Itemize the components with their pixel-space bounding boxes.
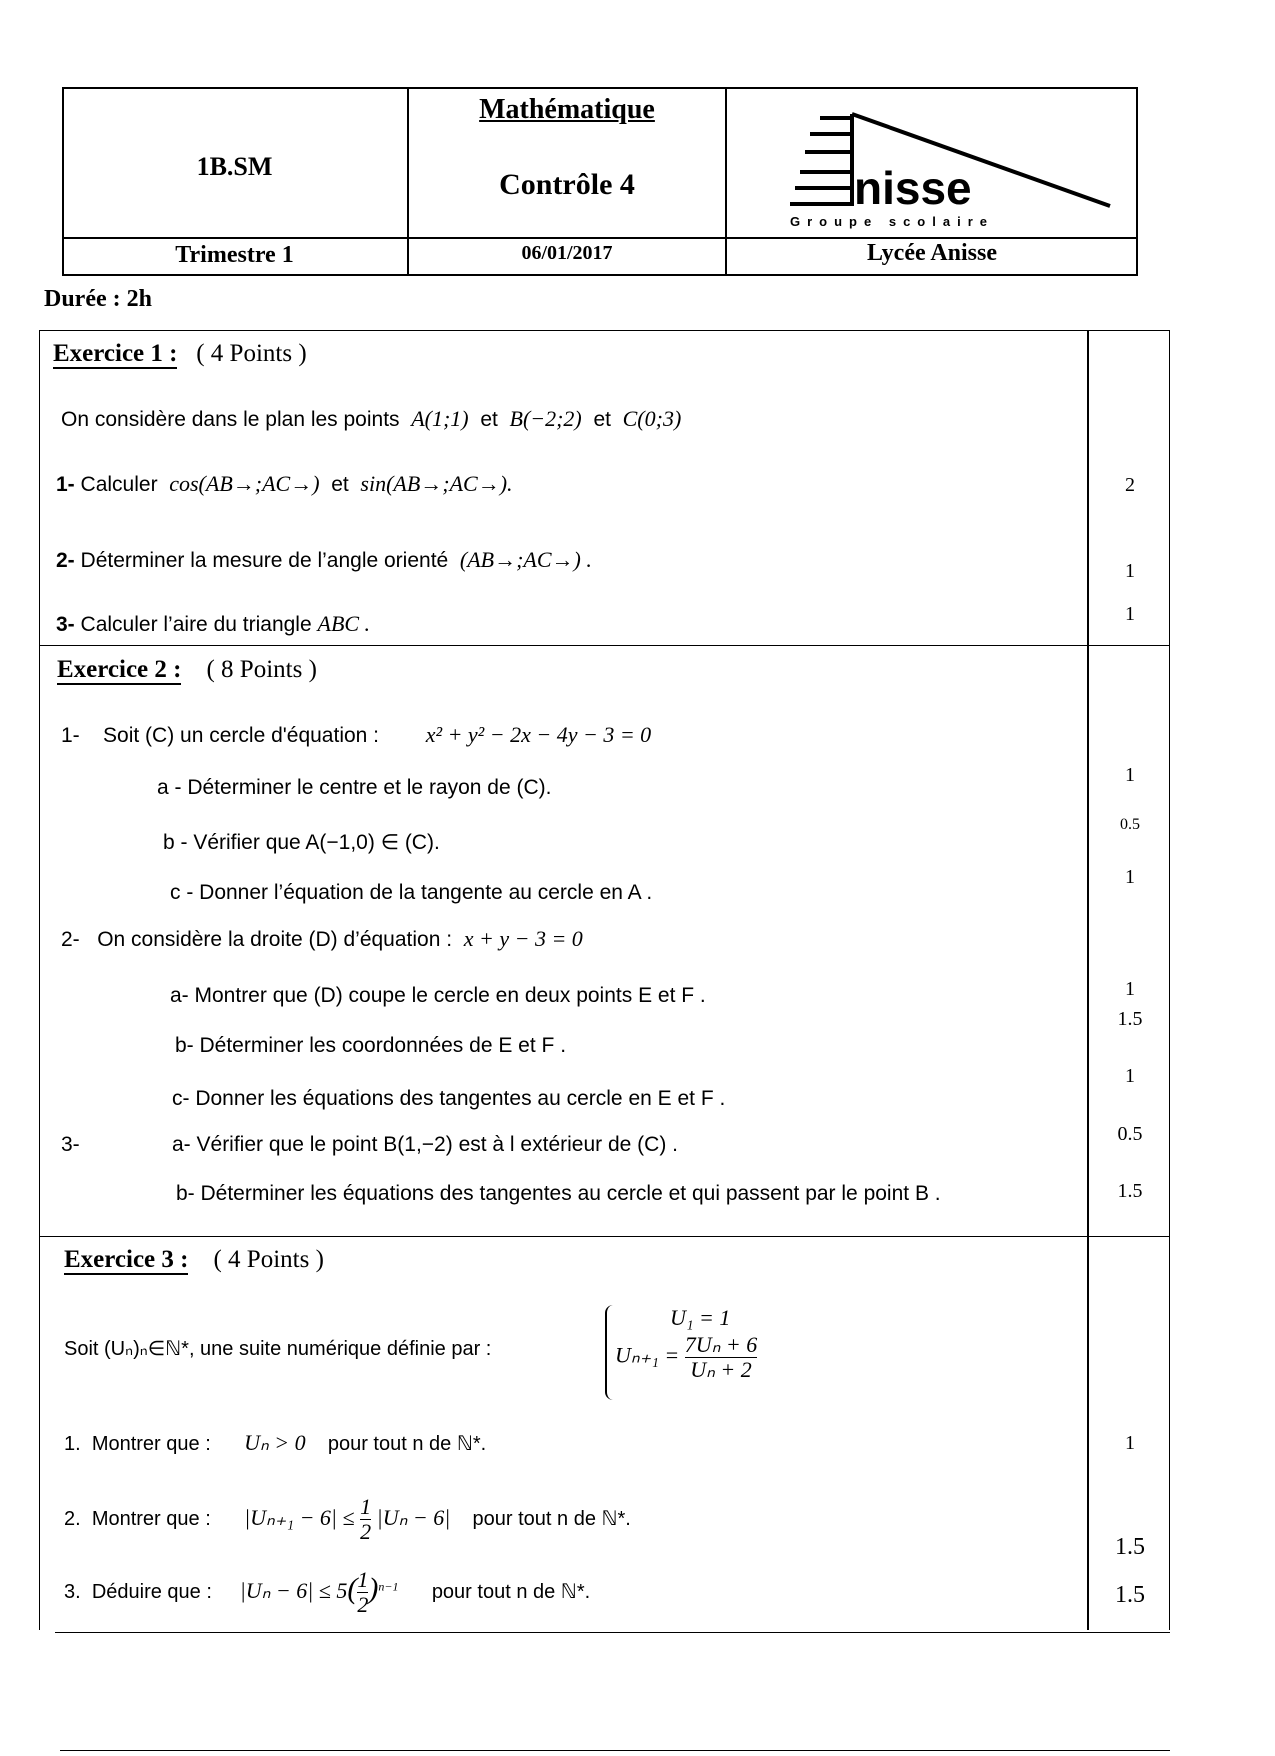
- ex1-q2: 2- Déterminer la mesure de l’angle orienté (AB→;AC→) .: [56, 547, 592, 572]
- mark: 2: [1125, 474, 1135, 496]
- ex1-intro: On considère dans le plan les points A(1;1) et B(−2;2) et C(0;3): [61, 406, 682, 431]
- svg-text:Groupe scolaire: Groupe scolaire: [790, 214, 994, 229]
- mark: 1.5: [1115, 1534, 1145, 1560]
- ex2-p1a: a - Déterminer le centre et le rayon de (C).: [157, 776, 552, 799]
- term-label: Trimestre 1: [175, 242, 294, 268]
- exam-title: Contrôle 4: [499, 168, 635, 201]
- mark: 0.5: [1120, 816, 1140, 833]
- mark: 1: [1125, 1065, 1135, 1087]
- mark: 1: [1125, 603, 1135, 625]
- recurrence-system: U₁ = 1 Uₙ₊₁ = $\frac{\text{7Uₙ + 6}}{\text{Uₙ + 2}}$: [605, 1305, 757, 1400]
- ex3-intro: Soit (Uₙ)ₙ∈ℕ*, une suite numérique définie par :: [64, 1338, 492, 1360]
- ex1-points: ( 4 Points ): [196, 340, 307, 367]
- ex1-q1: 1- Calculer cos(AB→;AC→) et sin(AB→;AC→).: [56, 471, 513, 496]
- mark: 1.5: [1115, 1582, 1145, 1608]
- ex2-p1: 1- Soit (C) un cercle d'équation : x² + y² − 2x − 4y − 3 = 0: [61, 722, 652, 747]
- class-label: 1B.SM: [196, 152, 273, 181]
- ex2-title: Exercice 2 :: [57, 656, 182, 683]
- school-logo: [780, 110, 1130, 230]
- duration: Durée : 2h: [44, 286, 152, 312]
- ex3-points: ( 4 Points ): [213, 1246, 324, 1273]
- svg-text:nisse: nisse: [854, 162, 972, 214]
- mark: 1.5: [1117, 1008, 1143, 1030]
- ex3-heading: [64, 1246, 324, 1274]
- ex1-title: Exercice 1 :: [53, 340, 178, 367]
- exam-date: 06/01/2017: [521, 242, 613, 264]
- ex2-heading: [57, 656, 317, 684]
- ex2-p2b: b- Déterminer les coordonnées de E et F .: [175, 1034, 567, 1057]
- ex2-points: ( 8 Points ): [206, 656, 317, 683]
- mark: 1: [1125, 560, 1135, 582]
- ex1-heading: [53, 340, 307, 368]
- mark: 1: [1125, 764, 1135, 786]
- ex2-p1c: c - Donner l’équation de la tangente au cercle en A .: [170, 881, 653, 904]
- ex2-p2c: c- Donner les équations des tangentes au cercle en E et F .: [172, 1087, 726, 1110]
- school-name: Lycée Anisse: [867, 240, 997, 266]
- mark: 1: [1125, 1432, 1135, 1454]
- ex2-p1b: b - Vérifier que A(−1,0) ∈ (C).: [163, 831, 440, 854]
- mark: 1: [1125, 978, 1135, 1000]
- mark: 0.5: [1117, 1123, 1143, 1145]
- ex3-q2: 2. Montrer que : |Uₙ₊₁ − 6| ≤ $\frac{1}{2}$ |Uₙ − 6| pour tout n de ℕ*.: [64, 1494, 631, 1545]
- ex3-q3: 3. Déduire que : |Uₙ − 6| ≤ 5( $\frac{1}{2}$ )$^{n-1}$ pour tout n de ℕ*.: [64, 1567, 591, 1618]
- mark: 1.5: [1117, 1180, 1143, 1202]
- ex2-p3b: b- Déterminer les équations des tangentes au cercle et qui passent par le point B .: [176, 1182, 941, 1205]
- mark: 1: [1125, 866, 1135, 888]
- ex3-title: Exercice 3 :: [64, 1246, 189, 1273]
- ex2-p2: 2- On considère la droite (D) d’équation : x + y − 3 = 0: [61, 926, 583, 951]
- ex3-q1: 1. Montrer que : Uₙ > 0 pour tout n de ℕ*.: [64, 1430, 487, 1455]
- ex2-p3-num: 3-: [61, 1133, 80, 1156]
- ex1-q3: 3- Calculer l’aire du triangle ABC .: [56, 611, 371, 636]
- ex2-p3a: a- Vérifier que le point B(1,−2) est à l extérieur de (C) .: [172, 1133, 678, 1156]
- ex2-p2a: a- Montrer que (D) coupe le cercle en deux points E et F .: [170, 984, 706, 1007]
- subject-title: Mathématique: [479, 94, 655, 125]
